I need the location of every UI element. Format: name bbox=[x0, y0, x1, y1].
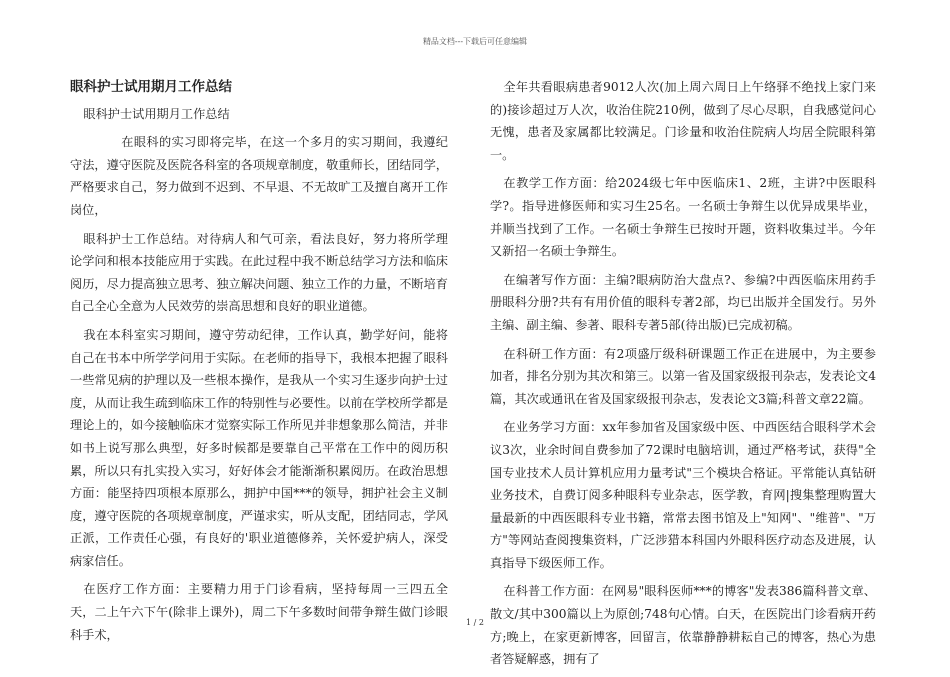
paragraph: 眼科护士工作总结。对待病人和气可亲，看法良好，努力将所学理论学问和根本技能应用于实践。在此过程中我不断总结学习方法和临床阅历，尽力提高独立思考、独立解决问题、独立工作的力量，不断培育自己全心全意为人民效劳的崇高思想和良好的职业道德。 bbox=[70, 231, 448, 314]
paragraph: 在教学工作方面：给2024级七年中医临床1、2班，主讲?中医眼科学?。指导进修医师和实习生25名。一名硕士争辩生以优异成果毕业，并顺当找到了工作。一名硕士争辩生已按时开题，资料收集过半。今年又新招一名硕士争辩生。 bbox=[490, 176, 876, 259]
paragraph: 全年共看眼病患者9012人次(加上周六周日上午络驿不绝找上家门来的)接诊超过万人次，收治住院210例，做到了尽心尽职，自我感觉问心无愧，患者及家属都比较满足。门诊量和收治住院病人均居全院眼科第一。 bbox=[490, 80, 876, 162]
page-number: 1 / 2 bbox=[466, 618, 484, 627]
paragraph: 在医疗工作方面：主要精力用于门诊看病，坚持每周一三四五全天，二上午六下午(除非上课外)，周二下午多数时间带争辩生做门诊眼科手术， bbox=[70, 582, 448, 642]
document-title: 眼科护士试用期月工作总结 bbox=[70, 79, 232, 95]
paragraph: 在科普工作方面：在网易"眼科医师***的博客"发表386篇科普文章、散文/其中300篇以上为原创;748句心情。白天，在医院出门诊看病开药方;晚上，在家更新博客，回留言，依靠静静耕耘自己的博客，热心为患者答疑解惑，拥有了 bbox=[490, 584, 876, 667]
page-header: 精品文档---下载后可任意编辑 bbox=[422, 37, 528, 46]
document-subtitle: 眼科护士试用期月工作总结 bbox=[83, 106, 230, 121]
paragraph: 在业务学习方面：xx年参加省及国家级中医、中西医结合眼科学术会议3次，业余时间自费参加了72课时电脑培训，通过严格考试，获得"全国专业技术人员计算机应用力量考试"三个模块合格证。平常能认真钻研业务技术，自费订阅多种眼科专业杂志，医学教，育网|搜集整理购置大量最新的中西医眼科专业书籍，常常去图书馆及上"知网"、"维普"、"万方"等网站查阅搜集资料，广泛涉猎本科国内外眼科医疗动态及进展，认真指导下级医师工作。 bbox=[490, 420, 876, 570]
paragraph: 在编著写作方面：主编?眼病防治大盘点?、参编?中西医临床用药手册眼科分册?共有有用价值的眼科专著2部，均已出版并全国发行。另外主编、副主编、参著、眼科专著5部(待出版)已完成初稿。 bbox=[490, 272, 876, 332]
left-column bbox=[70, 76, 448, 652]
right-column bbox=[490, 76, 876, 677]
paragraph: 在科研工作方面：有2项盛厅级科研课题工作正在进展中，为主要参加者，排名分别为其次和第三。以第一省及国家级报刊杂志，发表论文4篇，其次或通讯在省及国家级报刊杂志，发表论文3篇;科普文章22篇。 bbox=[490, 346, 876, 406]
paragraph: 我在本科室实习期间，遵守劳动纪律，工作认真，勤学好问，能将自己在书本中所学学问用于实际。在老师的指导下，我根本把握了眼科一些常见病的护理以及一些根本操作，是我从一个实习生逐步向护士过度，从而让我生疏到临床工作的特别性与必要性。以前在学校所学都是理论上的，如今接触临床才觉察实际工作所见并非想象那么简洁，并非如书上说写那么典型，好多时候都是要靠自己平常在工作中的阅历积累，所以只有扎实投入实习，好好体会才能渐渐积累阅历。在政治思想方面：能坚持四项根本原那么，拥护中国***的领导，拥护社会主义制度，遵守医院的各项规章制度，严谨求实，听从支配，团结同志，学风正派，工作责任心强，有良好的'职业道德修养，关怀爱护病人，深受病家信任。 bbox=[70, 327, 448, 568]
paragraph: 在眼科的实习即将完毕，在这一个多月的实习期间，我遵纪守法，遵守医院及医院各科室的各项规章制度，敬重师长，团结同学，严格要求自己，努力做到不迟到、不早退、不无故旷工及擅自离开工作岗位， bbox=[70, 135, 448, 217]
